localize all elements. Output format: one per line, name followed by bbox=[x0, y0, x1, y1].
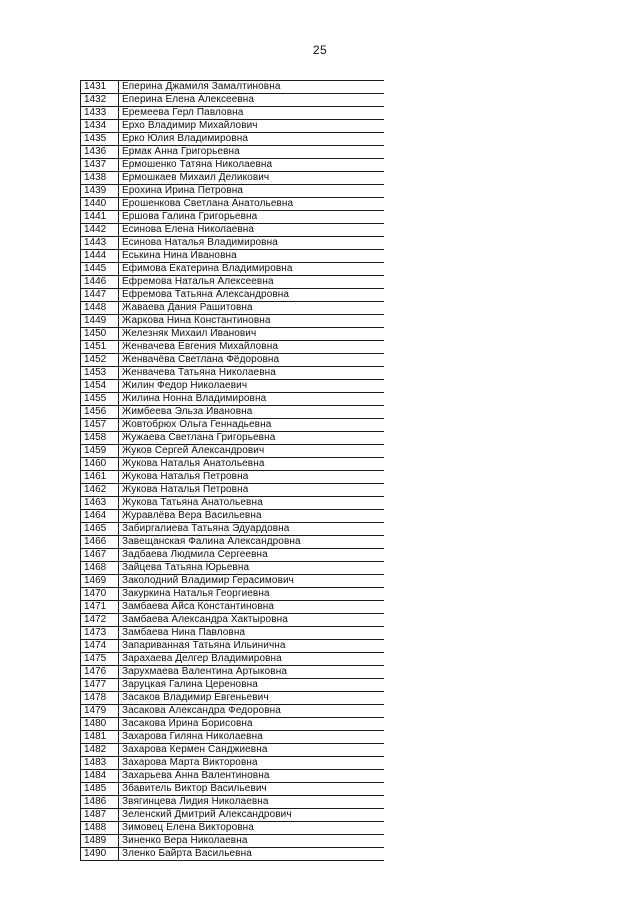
row-number: 1441 bbox=[81, 211, 119, 224]
row-number: 1489 bbox=[81, 835, 119, 848]
row-number: 1438 bbox=[81, 172, 119, 185]
row-number: 1482 bbox=[81, 744, 119, 757]
table-row bbox=[81, 848, 384, 861]
table-row bbox=[81, 653, 384, 666]
row-number: 1459 bbox=[81, 445, 119, 458]
table-row bbox=[81, 471, 384, 484]
person-name: Захарова Марта Викторовна bbox=[119, 757, 384, 770]
table-row bbox=[81, 406, 384, 419]
row-number: 1488 bbox=[81, 822, 119, 835]
person-name: Ермошкаев Михаил Деликович bbox=[119, 172, 384, 185]
table-row bbox=[81, 692, 384, 705]
table-row bbox=[81, 562, 384, 575]
person-name: Женвачева Татьяна Николаевна bbox=[119, 367, 384, 380]
person-name: Замбаева Нина Павловна bbox=[119, 627, 384, 640]
table-row bbox=[81, 666, 384, 679]
table-row bbox=[81, 835, 384, 848]
table-row bbox=[81, 510, 384, 523]
person-name: Зиненко Вера Николаевна bbox=[119, 835, 384, 848]
row-number: 1452 bbox=[81, 354, 119, 367]
row-number: 1481 bbox=[81, 731, 119, 744]
table-row bbox=[81, 159, 384, 172]
row-number: 1480 bbox=[81, 718, 119, 731]
person-name: Зимовец Елена Викторовна bbox=[119, 822, 384, 835]
table-row bbox=[81, 185, 384, 198]
person-name: Замбаева Александра Хактыровна bbox=[119, 614, 384, 627]
table-row bbox=[81, 822, 384, 835]
table-row bbox=[81, 484, 384, 497]
person-name: Жуков Сергей Александрович bbox=[119, 445, 384, 458]
table-row bbox=[81, 302, 384, 315]
row-number: 1446 bbox=[81, 276, 119, 289]
row-number: 1447 bbox=[81, 289, 119, 302]
table-row bbox=[81, 588, 384, 601]
row-number: 1476 bbox=[81, 666, 119, 679]
table-row bbox=[81, 237, 384, 250]
person-name: Женвачёва Светлана Фёдоровна bbox=[119, 354, 384, 367]
person-name: Ефимова Екатерина Владимировна bbox=[119, 263, 384, 276]
row-number: 1484 bbox=[81, 770, 119, 783]
row-number: 1460 bbox=[81, 458, 119, 471]
person-name: Забиргалиева Татьяна Эдуардовна bbox=[119, 523, 384, 536]
row-number: 1436 bbox=[81, 146, 119, 159]
person-name: Зайцева Татьяна Юрьевна bbox=[119, 562, 384, 575]
row-number: 1449 bbox=[81, 315, 119, 328]
row-number: 1457 bbox=[81, 419, 119, 432]
table-row bbox=[81, 497, 384, 510]
table-row bbox=[81, 94, 384, 107]
row-number: 1439 bbox=[81, 185, 119, 198]
person-name: Еськина Нина Ивановна bbox=[119, 250, 384, 263]
row-number: 1434 bbox=[81, 120, 119, 133]
row-number: 1474 bbox=[81, 640, 119, 653]
person-name: Жужаева Светлана Григорьевна bbox=[119, 432, 384, 445]
person-name: Жаваева Дания Рашитовна bbox=[119, 302, 384, 315]
person-name: Ерошенкова Светлана Анатольевна bbox=[119, 198, 384, 211]
person-name: Жукова Татьяна Анатольевна bbox=[119, 497, 384, 510]
row-number: 1471 bbox=[81, 601, 119, 614]
row-number: 1445 bbox=[81, 263, 119, 276]
row-number: 1444 bbox=[81, 250, 119, 263]
table-row bbox=[81, 367, 384, 380]
person-name: Ершова Галина Григорьевна bbox=[119, 211, 384, 224]
table-row bbox=[81, 81, 384, 94]
row-number: 1448 bbox=[81, 302, 119, 315]
row-number: 1477 bbox=[81, 679, 119, 692]
row-number: 1455 bbox=[81, 393, 119, 406]
table-row bbox=[81, 523, 384, 536]
person-name: Зленко Байрта Васильевна bbox=[119, 848, 384, 861]
person-name: Жовтобрюх Ольга Геннадьевна bbox=[119, 419, 384, 432]
row-number: 1451 bbox=[81, 341, 119, 354]
table-row bbox=[81, 783, 384, 796]
row-number: 1470 bbox=[81, 588, 119, 601]
person-name: Есинова Елена Николаевна bbox=[119, 224, 384, 237]
person-name: Жукова Наталья Петровна bbox=[119, 471, 384, 484]
table-row bbox=[81, 614, 384, 627]
table-row bbox=[81, 146, 384, 159]
table-row bbox=[81, 731, 384, 744]
table-row bbox=[81, 809, 384, 822]
table-row bbox=[81, 224, 384, 237]
row-number: 1478 bbox=[81, 692, 119, 705]
table-row bbox=[81, 718, 384, 731]
row-number: 1464 bbox=[81, 510, 119, 523]
person-name: Замбаева Айса Константиновна bbox=[119, 601, 384, 614]
row-number: 1453 bbox=[81, 367, 119, 380]
row-number: 1458 bbox=[81, 432, 119, 445]
person-name: Есинова Наталья Владимировна bbox=[119, 237, 384, 250]
person-name: Ермошенко Татяна Николаевна bbox=[119, 159, 384, 172]
person-name: Жимбеева Эльза Ивановна bbox=[119, 406, 384, 419]
person-name: Женвачева Евгения Михайловна bbox=[119, 341, 384, 354]
person-name: Еремеева Герл Павловна bbox=[119, 107, 384, 120]
person-name: Захарьева Анна Валентиновна bbox=[119, 770, 384, 783]
table-row bbox=[81, 380, 384, 393]
row-number: 1465 bbox=[81, 523, 119, 536]
table-row bbox=[81, 549, 384, 562]
person-name: Жукова Наталья Анатольевна bbox=[119, 458, 384, 471]
table-row bbox=[81, 627, 384, 640]
table-row bbox=[81, 679, 384, 692]
person-name: Заколодний Владимир Герасимович bbox=[119, 575, 384, 588]
table-row bbox=[81, 744, 384, 757]
person-name: Ерхо Владимир Михайлович bbox=[119, 120, 384, 133]
person-name: Звягинцева Лидия Николаевна bbox=[119, 796, 384, 809]
row-number: 1483 bbox=[81, 757, 119, 770]
person-name: Збавитель Виктор Васильевич bbox=[119, 783, 384, 796]
row-number: 1442 bbox=[81, 224, 119, 237]
table-row bbox=[81, 575, 384, 588]
person-name: Ерохина Ирина Петровна bbox=[119, 185, 384, 198]
table-row bbox=[81, 796, 384, 809]
row-number: 1433 bbox=[81, 107, 119, 120]
person-name: Задбаева Людмила Сергеевна bbox=[119, 549, 384, 562]
person-name: Журавлёва Вера Васильевна bbox=[119, 510, 384, 523]
person-name: Ерко Юлия Владимировна bbox=[119, 133, 384, 146]
person-name: Жилин Федор Николаевич bbox=[119, 380, 384, 393]
row-number: 1487 bbox=[81, 809, 119, 822]
table-row bbox=[81, 107, 384, 120]
row-number: 1467 bbox=[81, 549, 119, 562]
row-number: 1479 bbox=[81, 705, 119, 718]
table-row bbox=[81, 757, 384, 770]
table-row bbox=[81, 341, 384, 354]
table-row bbox=[81, 601, 384, 614]
person-name: Ермак Анна Григорьевна bbox=[119, 146, 384, 159]
person-name: Зеленский Дмитрий Александрович bbox=[119, 809, 384, 822]
table-row bbox=[81, 250, 384, 263]
page-number: 25 bbox=[312, 43, 328, 57]
person-name: Зарахаева Делгер Владимировна bbox=[119, 653, 384, 666]
row-number: 1431 bbox=[81, 81, 119, 94]
table-row bbox=[81, 393, 384, 406]
row-number: 1475 bbox=[81, 653, 119, 666]
row-number: 1485 bbox=[81, 783, 119, 796]
person-name: Захарова Гиляна Николаевна bbox=[119, 731, 384, 744]
person-name: Ефремова Татьяна Александровна bbox=[119, 289, 384, 302]
person-name: Засаков Владимир Евгеньевич bbox=[119, 692, 384, 705]
table-row bbox=[81, 432, 384, 445]
person-name: Еперина Елена Алексеевна bbox=[119, 94, 384, 107]
person-name: Завещанская Фалина Александровна bbox=[119, 536, 384, 549]
table-row bbox=[81, 276, 384, 289]
table-row bbox=[81, 289, 384, 302]
roster-body bbox=[81, 81, 384, 861]
table-row bbox=[81, 770, 384, 783]
row-number: 1432 bbox=[81, 94, 119, 107]
roster-table bbox=[80, 80, 384, 861]
table-row bbox=[81, 120, 384, 133]
person-name: Жилина Нонна Владимировна bbox=[119, 393, 384, 406]
table-row bbox=[81, 445, 384, 458]
table-row bbox=[81, 172, 384, 185]
row-number: 1456 bbox=[81, 406, 119, 419]
table-row bbox=[81, 419, 384, 432]
person-name: Ефремова Наталья Алексеевна bbox=[119, 276, 384, 289]
table-row bbox=[81, 211, 384, 224]
person-name: Еперина Джамиля Замалтиновна bbox=[119, 81, 384, 94]
row-number: 1463 bbox=[81, 497, 119, 510]
person-name: Закуркина Наталья Георгиевна bbox=[119, 588, 384, 601]
table-row bbox=[81, 198, 384, 211]
person-name: Захарова Кермен Санджиевна bbox=[119, 744, 384, 757]
row-number: 1462 bbox=[81, 484, 119, 497]
row-number: 1490 bbox=[81, 848, 119, 861]
row-number: 1473 bbox=[81, 627, 119, 640]
row-number: 1443 bbox=[81, 237, 119, 250]
row-number: 1486 bbox=[81, 796, 119, 809]
person-name: Засакова Александра Федоровна bbox=[119, 705, 384, 718]
table-row bbox=[81, 536, 384, 549]
table-row bbox=[81, 328, 384, 341]
row-number: 1469 bbox=[81, 575, 119, 588]
row-number: 1437 bbox=[81, 159, 119, 172]
row-number: 1468 bbox=[81, 562, 119, 575]
row-number: 1450 bbox=[81, 328, 119, 341]
person-name: Засакова Ирина Борисовна bbox=[119, 718, 384, 731]
row-number: 1454 bbox=[81, 380, 119, 393]
row-number: 1466 bbox=[81, 536, 119, 549]
person-name: Зарухмаева Валентина Артыковна bbox=[119, 666, 384, 679]
table-row bbox=[81, 263, 384, 276]
person-name: Заруцкая Галина Цереновна bbox=[119, 679, 384, 692]
person-name: Жаркова Нина Константиновна bbox=[119, 315, 384, 328]
person-name: Железняк Михаил Иванович bbox=[119, 328, 384, 341]
row-number: 1435 bbox=[81, 133, 119, 146]
person-name: Жукова Наталья Петровна bbox=[119, 484, 384, 497]
table-row bbox=[81, 640, 384, 653]
table-row bbox=[81, 354, 384, 367]
table-row bbox=[81, 133, 384, 146]
person-name: Запариванная Татьяна Ильинична bbox=[119, 640, 384, 653]
row-number: 1440 bbox=[81, 198, 119, 211]
table-row bbox=[81, 315, 384, 328]
row-number: 1461 bbox=[81, 471, 119, 484]
table-row bbox=[81, 705, 384, 718]
row-number: 1472 bbox=[81, 614, 119, 627]
table-row bbox=[81, 458, 384, 471]
